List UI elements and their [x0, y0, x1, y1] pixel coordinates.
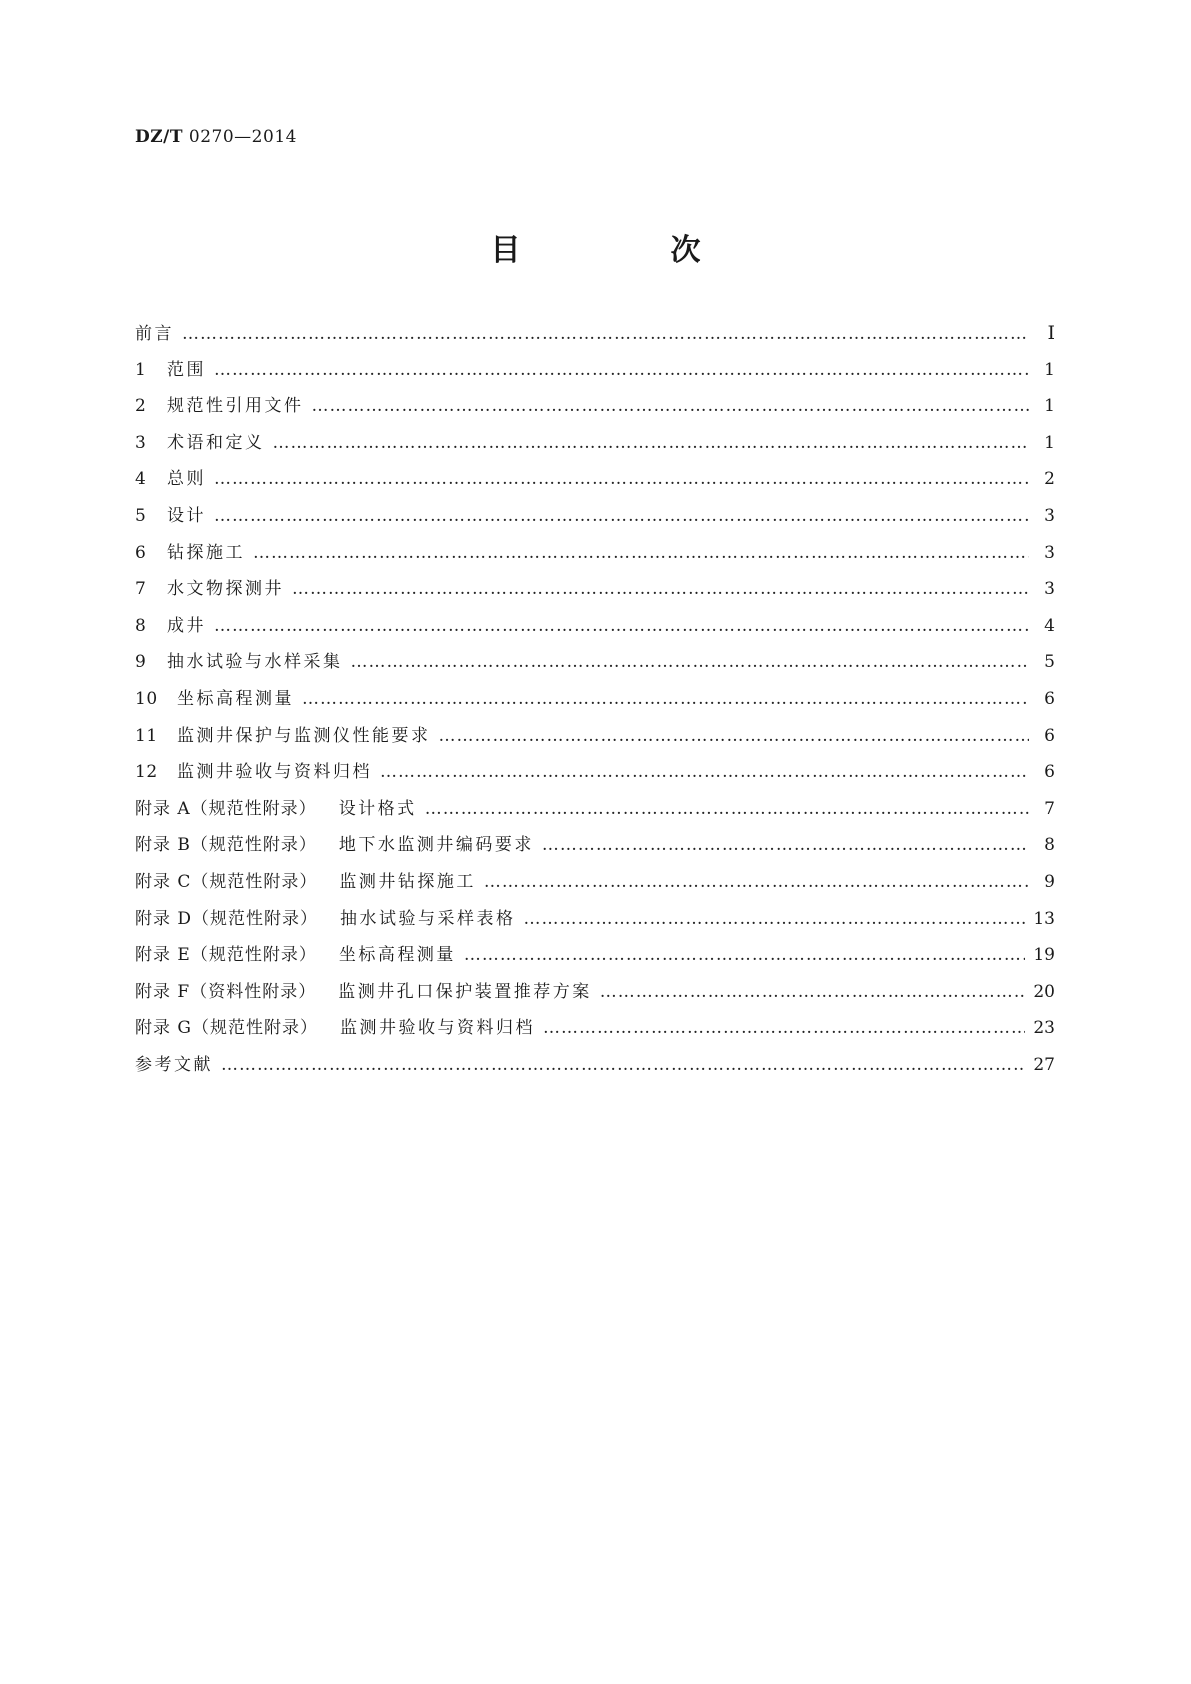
toc-entry-number: 8: [135, 615, 147, 636]
toc-entry[interactable]: [135, 1017, 1055, 1054]
toc-entry[interactable]: [135, 432, 1055, 469]
toc-entry[interactable]: [135, 908, 1055, 945]
toc-entry-label: 地下水监测井编码要求: [338, 835, 534, 856]
toc-entry-number: 6: [135, 542, 147, 563]
toc-entry-label: 坐标高程测量: [177, 688, 294, 709]
toc-entry-label: 水文物探测井: [167, 579, 284, 600]
toc-entry-page-number: 3: [1044, 505, 1055, 526]
standard-code-number: 0270—2014: [183, 127, 297, 147]
toc-entry-leader-dots: [464, 944, 1026, 966]
toc-entry-leader-dots: [524, 908, 1026, 930]
toc-entry[interactable]: [135, 725, 1055, 762]
toc-entry-number: 11: [135, 725, 158, 746]
toc-entry-appendix-prefix: 附录 E（规范性附录）: [135, 945, 317, 966]
toc-entry-leader-dots: [214, 615, 1029, 637]
toc-entry-leader-dots: [439, 725, 1030, 747]
toc-entry-leader-dots: [214, 505, 1029, 527]
toc-entry-page-number: 3: [1044, 542, 1055, 563]
toc-entry-leader-dots: [543, 1017, 1025, 1039]
toc-entry[interactable]: [135, 542, 1055, 579]
toc-entry-label: 设计格式: [338, 798, 417, 819]
toc-entry-leader-dots: [253, 542, 1029, 564]
toc-entry-appendix-prefix: 附录 C（规范性附录）: [135, 871, 318, 892]
toc-entry-label: 监测井验收与资料归档: [339, 1018, 535, 1039]
toc-entry-leader-dots: [425, 798, 1029, 820]
toc-entry-page-number: 6: [1044, 762, 1055, 783]
toc-entry-label: 监测井孔口保护装置推荐方案: [338, 981, 592, 1002]
toc-entry-leader-dots: [312, 395, 1030, 417]
toc-entry-label: 成井: [167, 615, 206, 636]
toc-entry-page-number: 8: [1044, 835, 1055, 856]
toc-entry-page-number: 6: [1044, 725, 1055, 746]
toc-entry[interactable]: [135, 688, 1055, 725]
toc-entry[interactable]: [135, 834, 1055, 871]
toc-entry[interactable]: [135, 395, 1055, 432]
toc-entry-leader-dots: [600, 981, 1026, 1003]
toc-entry-label: 监测井钻探施工: [339, 871, 476, 892]
toc-entry-appendix-prefix: 附录 F（资料性附录）: [135, 981, 317, 1002]
toc-entry-label: 前言: [135, 324, 174, 344]
standard-code-prefix: DZ/T: [135, 127, 184, 147]
toc-entry-label: 抽水试验与水样采集: [167, 652, 343, 673]
toc-entry-page-number: 19: [1033, 945, 1055, 966]
toc-entry-leader-dots: [292, 578, 1029, 600]
toc-entry-leader-dots: [380, 761, 1029, 783]
toc-entry-leader-dots: [273, 432, 1030, 454]
toc-entry-page-number: 1: [1044, 359, 1055, 380]
toc-entry-number: 3: [135, 432, 147, 453]
toc-entry-number: 12: [135, 762, 158, 783]
toc-entry[interactable]: [135, 981, 1055, 1018]
toc-entry[interactable]: [135, 615, 1055, 652]
toc-entry-number: 5: [135, 505, 147, 526]
page-title: 目 次: [490, 233, 761, 268]
toc-entry[interactable]: [135, 798, 1055, 835]
toc-entry-number: 2: [135, 396, 147, 417]
toc-entry-label: 总则: [167, 469, 206, 490]
toc-entry-leader-dots: [351, 651, 1030, 673]
toc-entry[interactable]: [135, 651, 1055, 688]
toc-entry-page-number: 20: [1033, 981, 1055, 1002]
toc-entry-appendix-prefix: 附录 B（规范性附录）: [135, 835, 317, 856]
toc-entry-label: 规范性引用文件: [167, 396, 304, 417]
toc-entry-label: 参考文献: [135, 1054, 213, 1075]
toc-entry-page-number: 7: [1044, 798, 1055, 819]
toc-entry-number: 9: [135, 652, 147, 673]
standard-code: [135, 127, 297, 147]
toc-entry-label: 范围: [167, 359, 206, 380]
toc-entry-label: 监测井验收与资料归档: [177, 762, 372, 783]
toc-entry-page-number: 2: [1044, 469, 1055, 490]
toc-entry[interactable]: [135, 359, 1055, 396]
toc-entry-appendix-prefix: 附录 A（规范性附录）: [135, 798, 317, 819]
toc-entry-leader-dots: [484, 871, 1029, 893]
toc-entry-leader-dots: [542, 834, 1029, 856]
toc-entry-leader-dots: [182, 323, 1029, 345]
toc-entry-number: 10: [135, 688, 158, 709]
toc-entry-page-number: 23: [1033, 1018, 1055, 1039]
toc-entry[interactable]: [135, 505, 1055, 542]
toc-entry[interactable]: [135, 468, 1055, 505]
toc-entry[interactable]: [135, 322, 1055, 359]
toc-entry-page-number: 6: [1044, 688, 1055, 709]
toc-entry-page-number: 4: [1044, 615, 1055, 636]
toc-entry-appendix-prefix: 附录 G（规范性附录）: [135, 1018, 318, 1039]
toc-entry-label: 设计: [167, 505, 206, 526]
toc-entry-page-number: 3: [1044, 579, 1055, 600]
toc-entry-label: 术语和定义: [167, 432, 265, 453]
toc-entry[interactable]: [135, 578, 1055, 615]
toc-entry-page-number: Ⅰ: [1047, 322, 1055, 344]
toc-entry-number: 4: [135, 469, 147, 490]
toc-entry-leader-dots: [221, 1054, 1025, 1076]
toc-entry-page-number: 1: [1044, 432, 1055, 453]
toc-entry[interactable]: [135, 761, 1055, 798]
toc-entry-page-number: 9: [1044, 871, 1055, 892]
toc-entry-page-number: 1: [1044, 396, 1055, 417]
toc-entry-page-number: 27: [1033, 1054, 1055, 1075]
table-of-contents: [135, 322, 1055, 1090]
toc-entry-page-number: 13: [1033, 908, 1055, 929]
toc-entry-leader-dots: [214, 359, 1029, 381]
toc-entry-page-number: 5: [1044, 652, 1055, 673]
toc-entry-label: 钻探施工: [167, 542, 245, 563]
toc-entry[interactable]: [135, 944, 1055, 981]
toc-entry-number: 1: [135, 359, 147, 380]
toc-entry-label: 抽水试验与采样表格: [340, 908, 516, 929]
toc-entry[interactable]: [135, 871, 1055, 908]
toc-entry-label: 坐标高程测量: [338, 945, 456, 966]
toc-entry-leader-dots: [214, 468, 1029, 490]
toc-entry-appendix-prefix: 附录 D（规范性附录）: [135, 908, 319, 929]
toc-entry-label: 监测井保护与监测仪性能要求: [177, 725, 431, 746]
toc-entry-leader-dots: [302, 688, 1029, 710]
toc-entry-number: 7: [135, 579, 147, 600]
toc-entry[interactable]: [135, 1054, 1055, 1091]
